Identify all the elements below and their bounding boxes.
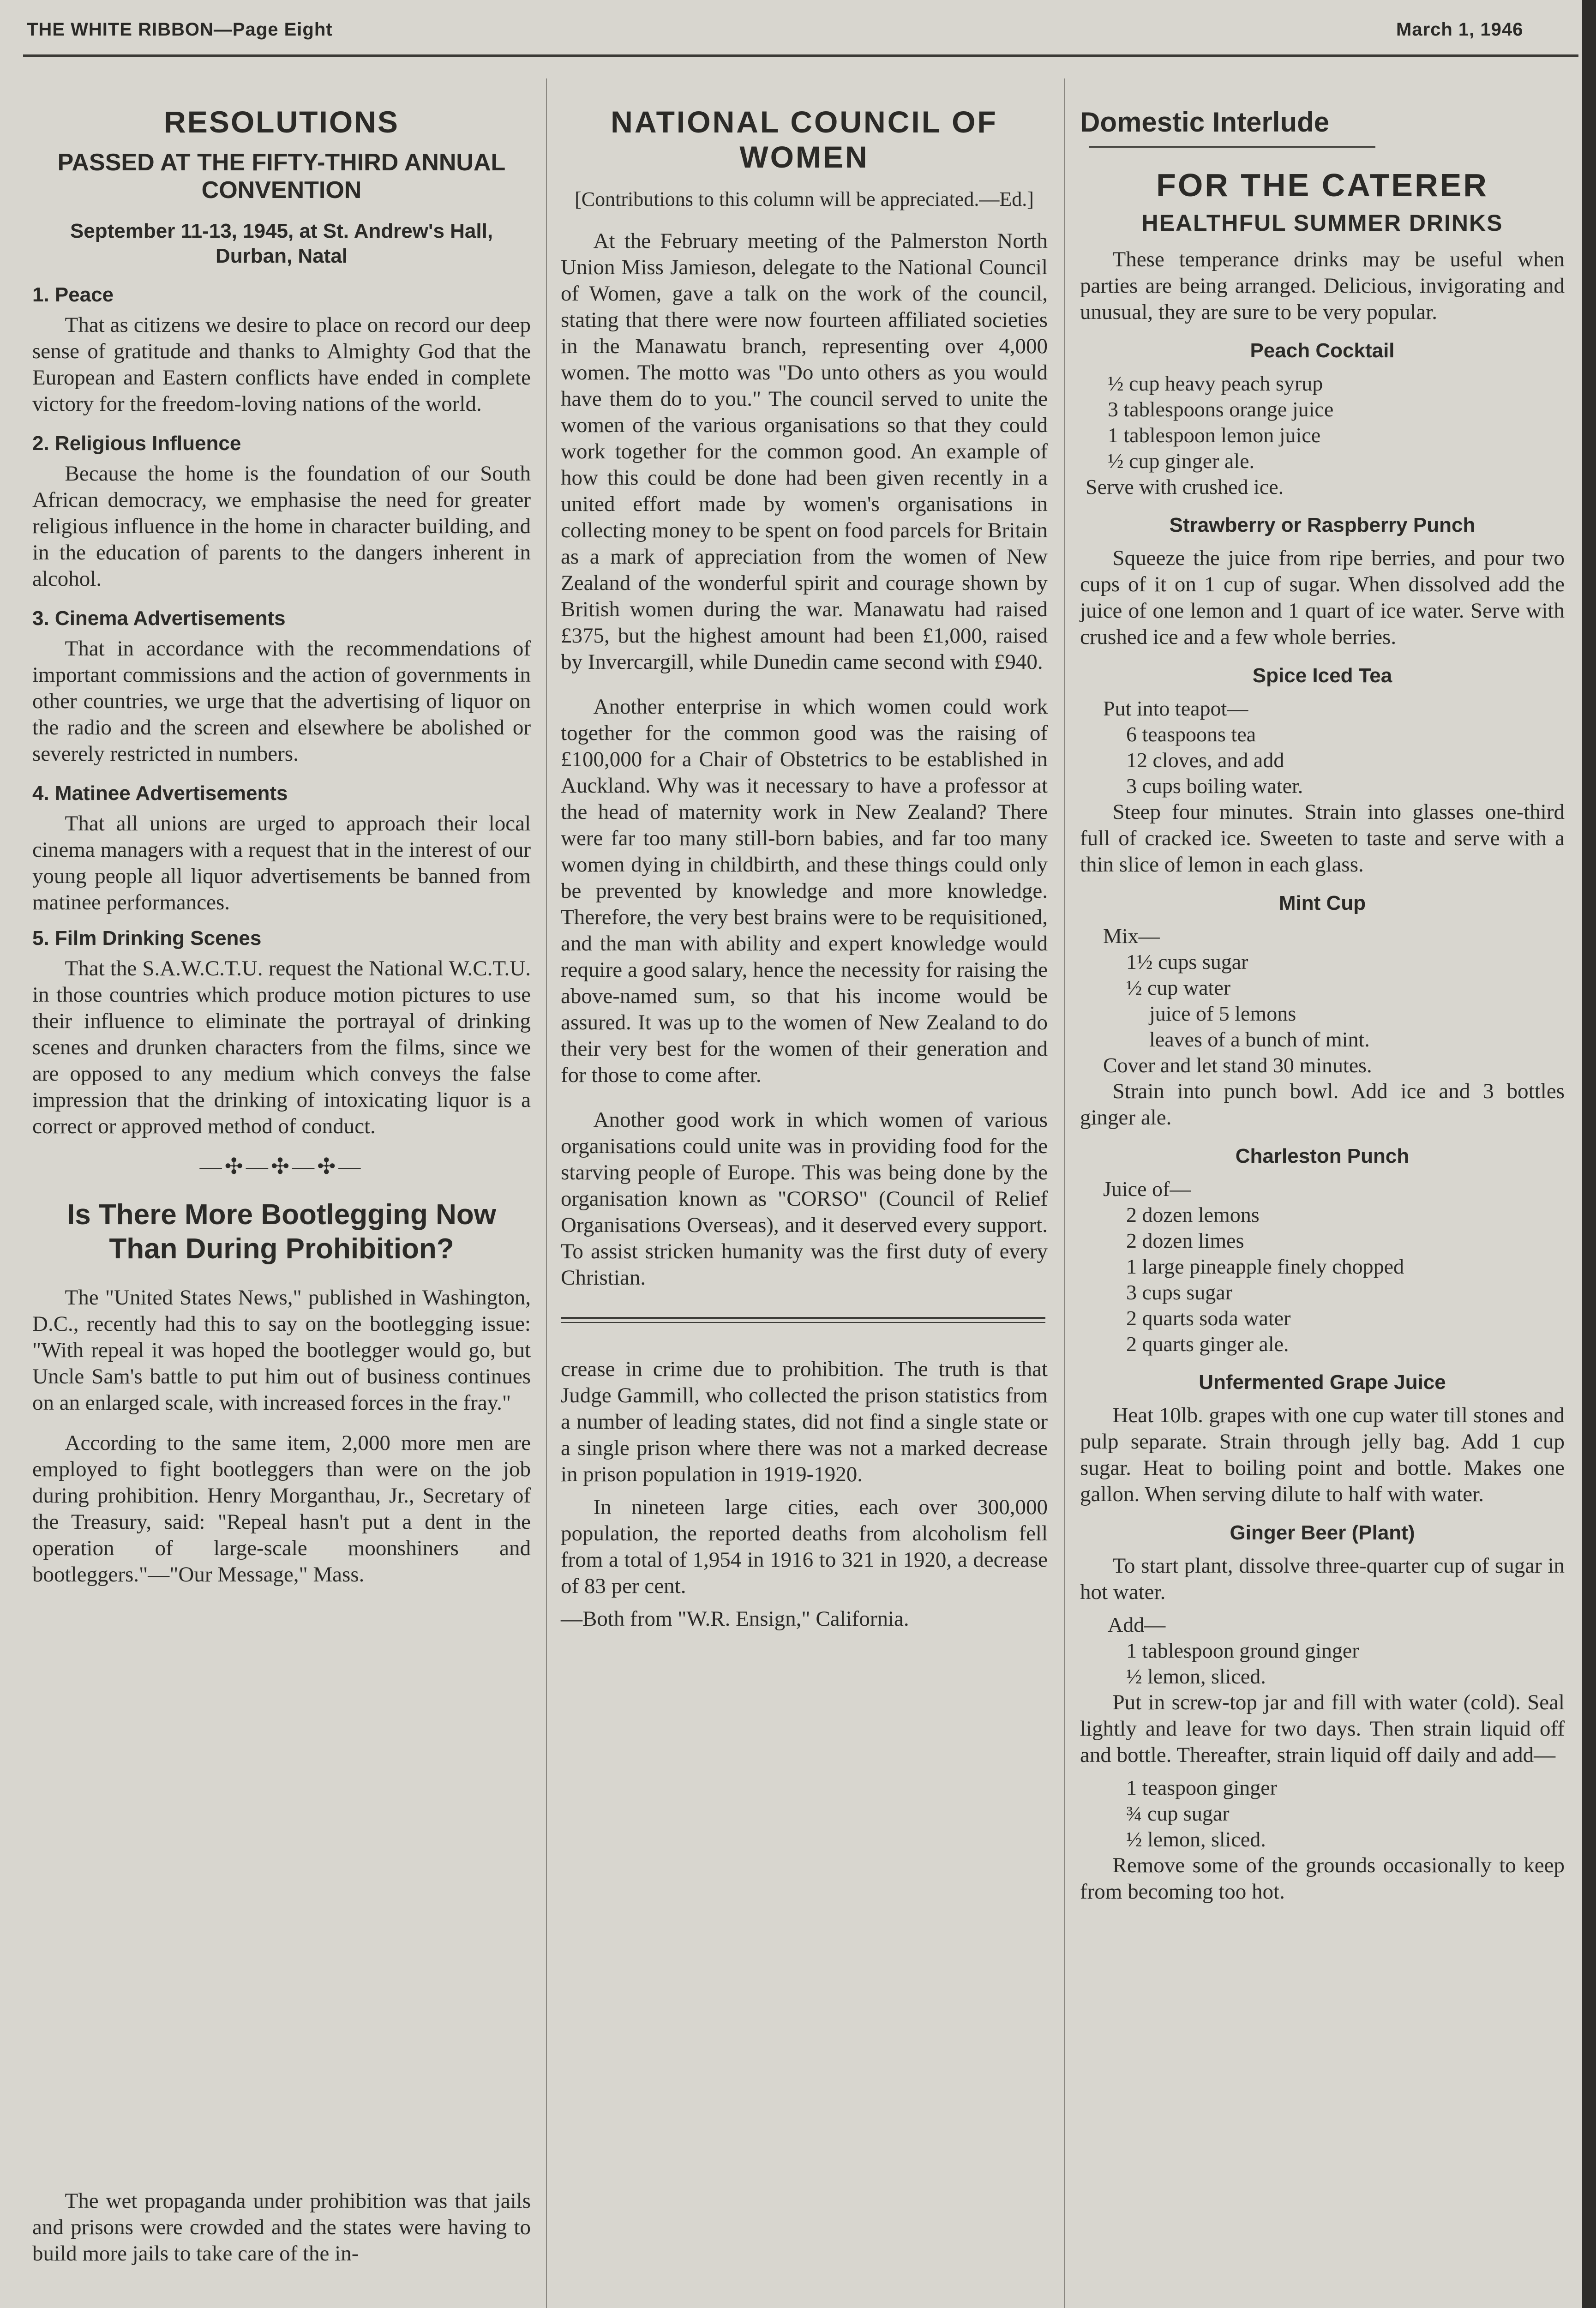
- resolution-text: That the S.A.W.C.T.U. request the National W.C.T.U. in those countries which produce motion pictures to use their influence to eliminate the portrayal of drinking scenes and drunken characters from the films, since we are opposed to any medium which conveys the false impression that the drinking of intoxicating liquor is a correct or approved method of conduct.: [32, 956, 531, 1138]
- recipe-title: Ginger Beer (Plant): [1230, 1521, 1415, 1544]
- resolutions-date: September 11-13, 1945, at St. Andrew's Hall, Durban, Natal: [70, 220, 493, 267]
- resolutions-subtitle: PASSED AT THE FIFTY-THIRD ANNUAL CONVENTION: [57, 149, 506, 204]
- bootlegging-paragraph: According to the same item, 2,000 more men are employed to fight bootleggers than were on the job during prohibition. Henry Morganthau, Jr., Secretary of the Treasury, said: "Repeal hasn't put a dent in the operation of large-scale moonshiners and bootleggers."—"Our Message," Mass.: [32, 1431, 531, 1587]
- ingredient: 2 quarts ginger ale.: [1126, 1332, 1289, 1356]
- bootlegging-paragraph: The "United States News," published in Washington, D.C., recently had this to say on the bootlegging issue: "With repeal it was hoped the bootlegger would go, but Uncle Sam's battle to put him out of business continues on an enlarged scale, with increased forces in the fray.": [32, 1286, 531, 1415]
- recipe-instruction: Serve with crushed ice.: [1086, 475, 1284, 499]
- recipe-instruction: Put in screw-top jar and fill with water (cold). Seal lightly and leave for two days. Then strain liquid off and bottle. Thereafter, strain liquid off daily and add—: [1080, 1690, 1565, 1767]
- recipe-instruction: Strain into punch bowl. Add ice and 3 bottles ginger ale.: [1080, 1079, 1565, 1130]
- ingredient: leaves of a bunch of mint.: [1149, 1028, 1370, 1051]
- recipe-instruction: Remove some of the grounds occasionally to keep from becoming too hot.: [1080, 1853, 1565, 1904]
- ncw-editor-note: [Contributions to this column will be appreciated.—Ed.]: [575, 188, 1034, 210]
- ingredient: ½ cup heavy peach syrup: [1108, 372, 1323, 395]
- resolution-text: That all unions are urged to approach their local cinema managers with a request that in the interest of our young people all liquor advertisements be banned from matinee performances.: [32, 811, 531, 914]
- ingredient: 3 cups sugar: [1126, 1280, 1232, 1304]
- ncw-paragraph: Another good work in which women of various organisations could unite was in providing food for the starving people of Europe. This was being done by the organisation known as "CORSO" (Council of Relief Organisations Overseas), and it deserved every support. To assist stricken humanity was the first duty of every Christian.: [561, 1108, 1048, 1290]
- resolution-heading: 3. Cinema Advertisements: [32, 607, 286, 630]
- recipe-title: Unfermented Grape Juice: [1199, 1371, 1446, 1394]
- drinks-intro: These temperance drinks may be useful when parties are being arranged. Delicious, invigorating and unusual, they are sure to be very popular.: [1080, 247, 1565, 324]
- ingredient: 1 tablespoon ground ginger: [1126, 1639, 1359, 1662]
- wet-propaganda-paragraph: The wet propaganda under prohibition was that jails and prisons were crowded and the states were having to build more jails to take care of the in-: [32, 2189, 531, 2266]
- resolution-heading: 2. Religious Influence: [32, 432, 241, 455]
- column-divider-1: [546, 78, 547, 2308]
- recipe-instruction: Put into teapot—: [1103, 697, 1248, 720]
- ingredient: ½ cup ginger ale.: [1108, 449, 1255, 473]
- recipe-title: Charleston Punch: [1235, 1145, 1410, 1167]
- recipe-title: Spice Iced Tea: [1252, 664, 1392, 687]
- resolution-text: That in accordance with the recommendations of important commissions and the action of governments in other countries, we urge that the advertising of liquor on the radio and the screen and elsewhere be abolished or severely restricted in numbers.: [32, 637, 531, 766]
- ingredient: juice of 5 lemons: [1149, 1002, 1296, 1025]
- resolution-heading: 5. Film Drinking Scenes: [32, 927, 262, 950]
- column-domestic: [1080, 92, 1565, 1911]
- page-header-date: March 1, 1946: [1396, 19, 1524, 40]
- resolution-heading: 4. Matinee Advertisements: [32, 782, 288, 805]
- wet-propaganda-start: [32, 2188, 531, 2273]
- ncw-title: NATIONAL COUNCIL OF WOMEN: [611, 105, 998, 174]
- resolution-text: Because the home is the foundation of our South African democracy, we emphasise the need for greater religious influence in the home in character building, and in the education of parents to the dangers inherent in alcohol.: [32, 462, 531, 591]
- recipe-instruction: Heat 10lb. grapes with one cup water till stones and pulp separate. Strain through jelly bag. Add 1 cup sugar. Heat to boiling point and bottle. Makes one gallon. When serving dilute to half with water.: [1080, 1403, 1565, 1506]
- wet-propaganda-continued: In nineteen large cities, each over 300,000 population, the reported deaths from alcoholism fell from a total of 1,954 in 1916 to 321 in 1920, a decrease of 83 per cent.: [561, 1495, 1048, 1598]
- recipe-instruction: Cover and let stand 30 minutes.: [1103, 1053, 1372, 1077]
- ingredient: 6 teaspoons tea: [1126, 722, 1256, 746]
- column-ncw: [561, 92, 1048, 1639]
- recipe-instruction: Steep four minutes. Strain into glasses one-third full of cracked ice. Sweeten to taste and serve with a thin slice of lemon in each glass.: [1080, 800, 1565, 877]
- ncw-paragraph: Another enterprise in which women could work together for the common good was the raising of £100,000 for a Chair of Obstetrics to be established in Auckland. Why was it necessary to have a professor at the head of maternity work in New Zealand? There were far too many still-born babies, and far too many women dying in childbirth, and these things could only be prevented by knowledge and more knowledge. Therefore, the very best brains were to be requisitioned, and the man with ability and expert knowledge would require a good salary, hence the necessity for raising the above-named sum, so that his income would be assured. It was up to the women of New Zealand to do their very best for the women of their generation and for those to come after.: [561, 695, 1048, 1087]
- ingredient: ½ lemon, sliced.: [1126, 1665, 1266, 1688]
- drinks-subtitle: HEALTHFUL SUMMER DRINKS: [1141, 210, 1503, 236]
- resolutions-title: RESOLUTIONS: [164, 105, 399, 139]
- section-ornament: —✣—✣—✣—: [199, 1154, 364, 1179]
- recipe-instruction: To start plant, dissolve three-quarter cup of sugar in hot water.: [1080, 1554, 1565, 1604]
- bootlegging-title: Is There More Bootlegging Now Than During Prohibition?: [66, 1199, 497, 1265]
- ingredient: ¾ cup sugar: [1126, 1802, 1230, 1825]
- ingredient: 12 cloves, and add: [1126, 748, 1284, 772]
- article-separator-rule: [561, 1317, 1045, 1323]
- ingredient: 1 teaspoon ginger: [1126, 1776, 1278, 1799]
- recipe-title: Mint Cup: [1278, 892, 1366, 914]
- ingredient: 3 tablespoons orange juice: [1108, 397, 1334, 421]
- wet-propaganda-source: —Both from "W.R. Ensign," California.: [561, 1607, 909, 1631]
- ingredient: 1½ cups sugar: [1126, 950, 1248, 974]
- domestic-rule: [1089, 146, 1375, 148]
- wet-propaganda-continued: crease in crime due to prohibition. The truth is that Judge Gammill, who collected the prison statistics from a number of leading states, did not find a single state or a single prison where there was not a marked decrease in prison population in 1919-1920.: [561, 1357, 1048, 1486]
- resolution-heading: 1. Peace: [32, 283, 114, 306]
- ingredient: 2 dozen lemons: [1126, 1203, 1260, 1226]
- ingredient: 1 large pineapple finely chopped: [1126, 1255, 1404, 1278]
- recipe-title: Peach Cocktail: [1250, 339, 1395, 362]
- column-resolutions: [32, 92, 531, 1594]
- ingredient: 2 dozen limes: [1126, 1229, 1244, 1252]
- domestic-title: Domestic Interlude: [1080, 107, 1330, 138]
- page-header-title: THE WHITE RIBBON—Page Eight: [27, 19, 333, 40]
- caterer-title: FOR THE CATERER: [1156, 167, 1488, 203]
- ingredient: ½ lemon, sliced.: [1126, 1827, 1266, 1851]
- recipe-instruction: Juice of—: [1103, 1177, 1191, 1201]
- column-divider-2: [1064, 78, 1065, 2308]
- ingredient: 1 tablespoon lemon juice: [1108, 423, 1321, 447]
- header-rule: [23, 54, 1578, 57]
- recipe-instruction: Mix—: [1103, 924, 1160, 948]
- ingredient: ½ cup water: [1126, 976, 1231, 999]
- recipe-instruction: Squeeze the juice from ripe berries, and pour two cups of it on 1 cup of sugar. When dissolved add the juice of one lemon and 1 quart of ice water. Serve with crushed ice and a few whole berries.: [1080, 546, 1565, 649]
- ingredient: 2 quarts soda water: [1126, 1306, 1291, 1330]
- recipe-title: Strawberry or Raspberry Punch: [1169, 514, 1476, 536]
- page-edge: [1582, 0, 1596, 2308]
- resolution-text: That as citizens we desire to place on record our deep sense of gratitude and thanks to Almighty God that the European and Eastern conflicts have ended in complete victory for the freedom-loving nations of the world.: [32, 313, 531, 416]
- recipe-instruction: Add—: [1108, 1613, 1166, 1636]
- ingredient: 3 cups boiling water.: [1126, 774, 1303, 798]
- ncw-paragraph: At the February meeting of the Palmerston North Union Miss Jamieson, delegate to the National Council of Women, gave a talk on the work of the council, stating that there were now fourteen affiliated societies in the Manawatu branch, representing over 4,000 women. The motto was "Do unto others as you would have them do to you." The council served to unite the women of the various organisations so that they could work together for the common good. An example of how this could be done had been given recently in a united effort made by women's organisations in collecting money to be spent on food parcels for Britain as a mark of appreciation from the women of New Zealand of the wonderful spirit and courage shown by British women during the war. Manawatu had raised £375, but the highest amount had been £1,000, raised by Invercargill, while Dunedin came second with £940.: [561, 229, 1048, 674]
